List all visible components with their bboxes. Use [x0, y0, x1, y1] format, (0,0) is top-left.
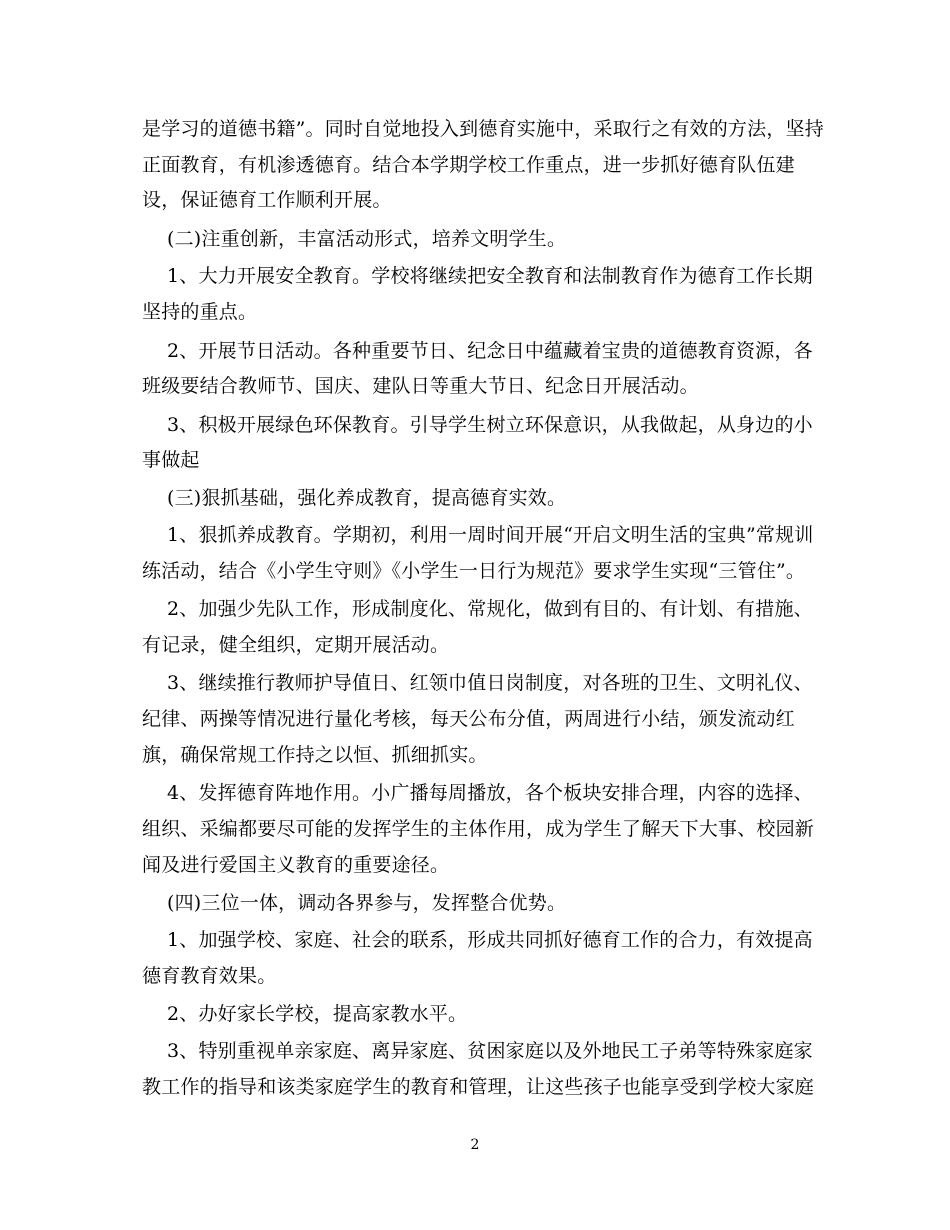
text-line: 3、继续推行教师护导值日、红领巾值日岗制度，对各班的卫生、文明礼仪、 [142, 672, 813, 694]
text-line: 闻及进行爱国主义教育的重要途径。 [142, 854, 450, 876]
section-heading: (四)三位一体，调动各界参与，发挥整合优势。 [142, 892, 567, 914]
text-line: 组织、采编都要尽可能的发挥学生的主体作用，成为学生了解天下大事、校园新 [142, 818, 815, 840]
text-line: 旗，确保常规工作持之以恒、抓细抓实。 [142, 744, 488, 766]
text-line: 1、加强学校、家庭、社会的联系，形成共同抓好德育工作的合力，有效提高 [142, 929, 813, 951]
text-line: 纪律、两操等情况进行量化考核，每天公布分值，两周进行小结，颁发流动红 [142, 708, 795, 730]
text-line: 3、积极开展绿色环保教育。引导学生树立环保意识，从我做起，从身边的小 [142, 414, 813, 436]
text-line: 1、大力开展安全教育。学校将继续把安全教育和法制教育作为德育工作长期 [142, 265, 813, 287]
text-line: 2、开展节日活动。各种重要节日、纪念日中蕴藏着宝贵的道德教育资源，各 [142, 340, 813, 362]
text-line: 正面教育，有机渗透德育。结合本学期学校工作重点，进一步抓好德育队伍建 [142, 154, 795, 176]
text-line: 2、办好家长学校，提高家教水平。 [142, 1003, 468, 1025]
text-line: 事做起 [142, 449, 200, 471]
text-line: 3、特别重视单亲家庭、离异家庭、贫困家庭以及外地民工子弟等特殊家庭家 [142, 1040, 813, 1062]
page-number: 2 [470, 1137, 480, 1153]
text-line: 坚持的重点。 [142, 301, 258, 323]
text-line: 1、狠抓养成教育。学期初，利用一周时间开展“开启文明生活的宝典”常规训 [142, 524, 814, 546]
text-line: 4、发挥德育阵地作用。小广播每周播放，各个板块安排合理，内容的选择、 [142, 782, 813, 804]
text-line: 练活动，结合《小学生守则》《小学生一日行为规范》要求学生实现“三管住”。 [142, 560, 806, 582]
text-line: 教工作的指导和该类家庭学生的教育和管理，让这些孩子也能享受到学校大家庭 [142, 1076, 815, 1098]
section-heading: (三)狠抓基础，强化养成教育，提高德育实效。 [142, 487, 567, 509]
text-line: 2、加强少先队工作，形成制度化、常规化，做到有目的、有计划、有措施、 [142, 598, 813, 620]
text-line: 是学习的道德书籍”。同时自觉地投入到德育实施中，采取行之有效的方法，坚持 [142, 118, 824, 140]
text-line: 有记录，健全组织，定期开展活动。 [142, 634, 450, 656]
section-heading: (二)注重创新，丰富活动形式，培养文明学生。 [142, 228, 567, 250]
text-line: 德育教育效果。 [142, 965, 277, 987]
text-line: 班级要结合教师节、国庆、建队日等重大节日、纪念日开展活动。 [142, 375, 699, 397]
text-line: 设，保证德育工作顺利开展。 [142, 189, 392, 211]
